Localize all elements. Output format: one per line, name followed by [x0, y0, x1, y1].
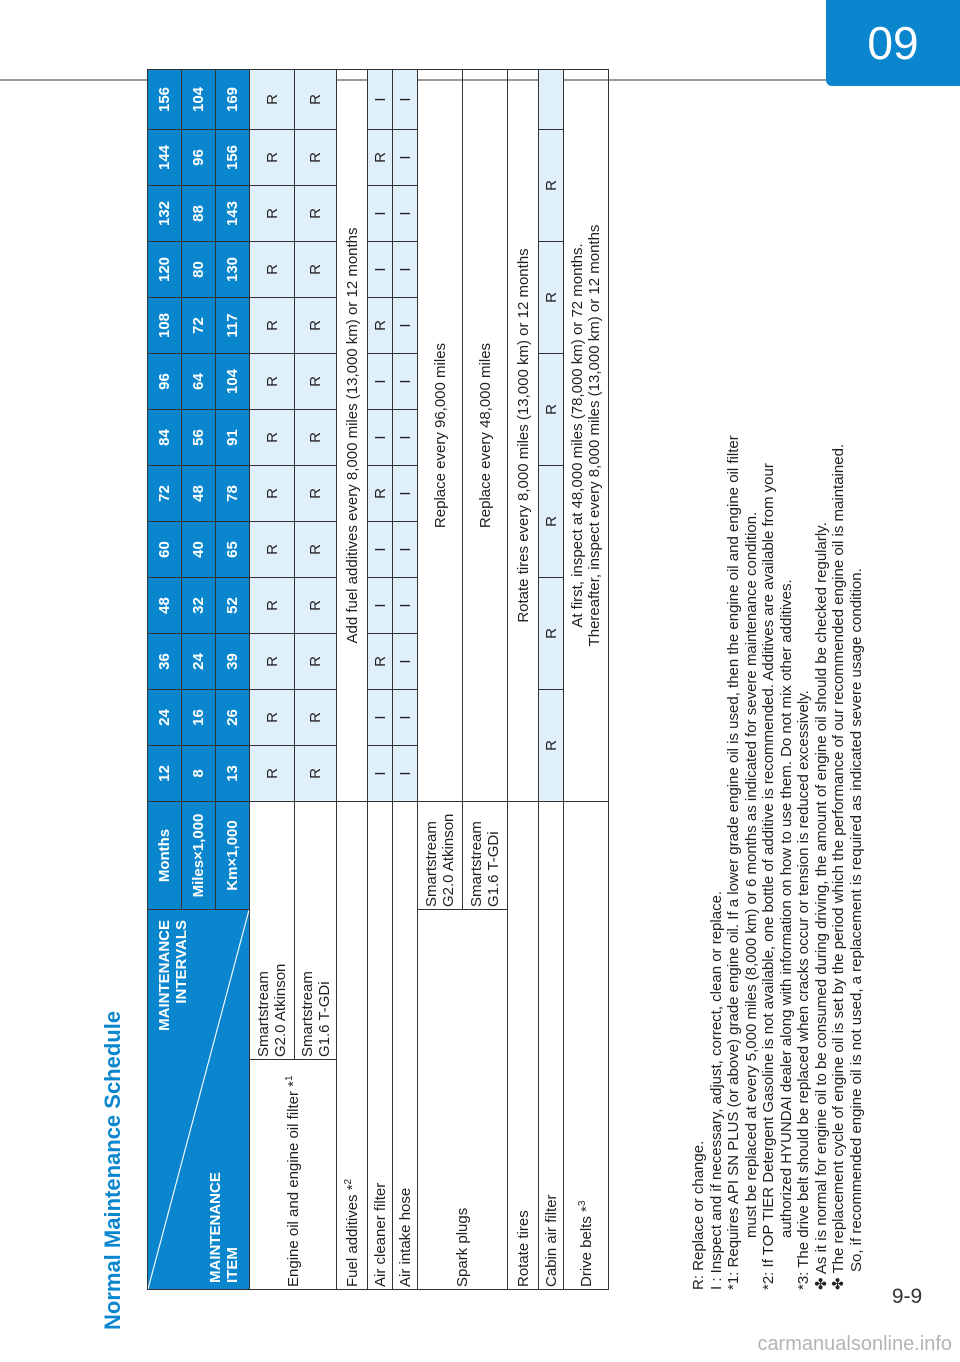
header-interval-cell: 12 — [148, 746, 182, 802]
interval-cell: R — [295, 466, 337, 522]
cabin-filter-cell-empty — [539, 70, 564, 130]
interval-cell: I — [368, 354, 393, 410]
watermark: carmanualsonline.info — [757, 1333, 952, 1355]
interval-cell: R — [295, 354, 337, 410]
interval-cell: R — [250, 522, 295, 578]
interval-cell: I — [368, 410, 393, 466]
maintenance-schedule-table — [147, 69, 609, 1290]
interval-cell: R — [250, 354, 295, 410]
header-interval-cell: 88 — [182, 186, 216, 242]
item-cabin-filter: Cabin air filter — [539, 802, 564, 1290]
header-label: Miles×1,000 — [182, 802, 216, 910]
header-interval-cell: 96 — [182, 130, 216, 186]
interval-cell: I — [368, 522, 393, 578]
header-interval-cell: 72 — [148, 466, 182, 522]
interval-cell: I — [368, 70, 393, 130]
row-air-cleaner — [368, 70, 393, 1290]
header-interval-cell: 40 — [182, 522, 216, 578]
spark-plugs-g20-instruction: Replace every 96,000 miles — [418, 70, 463, 802]
interval-cell: R — [295, 242, 337, 298]
header-interval-cell: 39 — [216, 634, 250, 690]
corner-intervals-label: MAINTENANCE INTERVALS — [156, 920, 190, 1031]
header-row-months — [148, 70, 182, 1290]
row-engine-oil-g20 — [250, 70, 295, 1290]
interval-cell: R — [295, 410, 337, 466]
interval-cell: R — [295, 298, 337, 354]
page-number: 9-9 — [891, 1285, 923, 1308]
header-interval-cell: 104 — [182, 70, 216, 130]
interval-cell: I — [393, 242, 418, 298]
interval-cell: R — [250, 634, 295, 690]
item-spark-plugs: Spark plugs — [418, 910, 508, 1290]
header-interval-cell: 130 — [216, 242, 250, 298]
interval-cell: I — [393, 130, 418, 186]
note-r: R: Replace or change. — [690, 1140, 707, 1290]
section-title: Normal Maintenance Schedule — [100, 1010, 125, 1330]
chapter-number: 09 — [867, 17, 919, 69]
interval-cell: R — [250, 690, 295, 746]
footnotes — [690, 70, 865, 1290]
row-fuel-additives — [337, 70, 368, 1290]
interval-cell: I — [393, 354, 418, 410]
header-interval-cell: 84 — [148, 410, 182, 466]
interval-cell: I — [368, 746, 393, 802]
footnote-3: *3: The drive belt should be replaced when cracks occur or tension is reduced excessively. — [795, 690, 812, 1290]
interval-cell: R — [250, 746, 295, 802]
item-rotate-tires: Rotate tires — [508, 802, 539, 1290]
interval-cell: I — [393, 690, 418, 746]
header-interval-cell: 156 — [148, 70, 182, 130]
rotated-content — [100, 60, 865, 1330]
interval-cell: R — [295, 130, 337, 186]
interval-cell: I — [393, 298, 418, 354]
interval-cell: I — [368, 186, 393, 242]
note-i: I : Inspect and if necessary, adjust, correct, clean or replace. — [707, 890, 725, 1290]
header-interval-cell: 8 — [182, 746, 216, 802]
header-interval-cell: 80 — [182, 242, 216, 298]
interval-cell: R — [295, 746, 337, 802]
row-spark-plugs-g20 — [418, 70, 463, 1290]
header-interval-cell: 26 — [216, 690, 250, 746]
header-interval-cell: 143 — [216, 186, 250, 242]
header-interval-cell: 108 — [148, 298, 182, 354]
header-interval-cell: 56 — [182, 410, 216, 466]
corner-header — [148, 910, 250, 1290]
bullet-note-1: ✤ As it is normal for engine oil to be consumed during driving, the amount of engine oil should be checked regularly. — [812, 522, 830, 1290]
drive-belts-instruction: At first, inspect at 48,000 miles (78,000 km) or 72 months. Thereafter, inspect every 8,000 miles (13,000 km) or 12 months — [564, 70, 609, 802]
header-interval-cell: 91 — [216, 410, 250, 466]
header-interval-cell: 60 — [148, 522, 182, 578]
item-engine-oil: Engine oil and engine oil filter *$^1$ — [250, 1060, 337, 1290]
interval-cell: I — [368, 578, 393, 634]
interval-cell: I — [393, 466, 418, 522]
interval-cell: I — [393, 70, 418, 130]
bullet-note-2: ✤ The replacement cycle of engine oil is set by the period which the performance of our recommended engine oil is maintained. — [830, 443, 847, 1290]
header-interval-cell: 96 — [148, 354, 182, 410]
header-interval-cell: 24 — [148, 690, 182, 746]
item-air-intake: Air intake hose — [393, 802, 418, 1290]
interval-cell: R — [250, 130, 295, 186]
interval-cell: I — [393, 634, 418, 690]
header-interval-cell: 120 — [148, 242, 182, 298]
sub-spark-g20: Smartstream G2.0 Atkinson — [418, 802, 463, 910]
item-drive-belts: Drive belts *$^3$ — [564, 802, 609, 1290]
header-interval-cell: 48 — [148, 578, 182, 634]
footnote-2: *2: If TOP TIER Detergent Gasoline is not available, one bottle of additive is recommended. Additives are available from your — [760, 463, 777, 1290]
header-interval-cell: 72 — [182, 298, 216, 354]
cabin-filter-cell: R — [539, 130, 564, 242]
interval-cell: I — [368, 242, 393, 298]
row-air-intake — [393, 70, 418, 1290]
item-fuel-additives: Fuel additives *$^2$ — [337, 802, 368, 1290]
header-label: Months — [148, 802, 182, 910]
interval-cell: R — [368, 130, 393, 186]
header-interval-cell: 32 — [182, 578, 216, 634]
header-interval-cell: 169 — [216, 70, 250, 130]
interval-cell: R — [295, 634, 337, 690]
header-interval-cell: 24 — [182, 634, 216, 690]
bullet-note-2-cont: So, if recommended engine oil is not used, a replacement is required as indicated severe usage condition. — [847, 568, 865, 1272]
cabin-filter-cell: R — [539, 578, 564, 690]
header-interval-cell: 48 — [182, 466, 216, 522]
row-drive-belts — [564, 70, 609, 1290]
cabin-filter-cell: R — [539, 354, 564, 466]
header-interval-cell: 13 — [216, 746, 250, 802]
spark-plugs-g16-instruction: Replace every 48,000 miles — [463, 70, 508, 802]
interval-cell: R — [250, 186, 295, 242]
footnote-2-cont: authorized HYUNDAI dealer along with information on how to use them. Do not mix other additives. — [777, 579, 795, 1238]
interval-cell: R — [295, 690, 337, 746]
interval-cell: R — [368, 298, 393, 354]
rotate-tires-instruction: Rotate tires every 8,000 miles (13,000 km) or 12 months — [508, 70, 539, 802]
interval-cell: R — [295, 186, 337, 242]
interval-cell: R — [368, 634, 393, 690]
cabin-filter-cell: R — [539, 690, 564, 802]
interval-cell: I — [368, 690, 393, 746]
header-interval-cell: 144 — [148, 130, 182, 186]
interval-cell: I — [393, 410, 418, 466]
interval-cell: R — [250, 70, 295, 130]
cabin-filter-cell: R — [539, 466, 564, 578]
header-label: Km×1,000 — [216, 802, 250, 910]
interval-cell: R — [368, 466, 393, 522]
header-interval-cell: 117 — [216, 298, 250, 354]
interval-cell: R — [250, 466, 295, 522]
header-interval-cell: 78 — [216, 466, 250, 522]
header-interval-cell: 64 — [182, 354, 216, 410]
item-air-cleaner: Air cleaner filter — [368, 802, 393, 1290]
interval-cell: R — [295, 522, 337, 578]
interval-cell: R — [250, 578, 295, 634]
interval-cell: R — [250, 298, 295, 354]
header-interval-cell: 36 — [148, 634, 182, 690]
header-interval-cell: 132 — [148, 186, 182, 242]
header-interval-cell: 104 — [216, 354, 250, 410]
header-interval-cell: 16 — [182, 690, 216, 746]
interval-cell: I — [393, 522, 418, 578]
sub-engine-g16: Smartstream G1.6 T-GDi — [295, 802, 337, 1060]
corner-item-label: MAINTENANCE ITEM — [207, 1172, 241, 1283]
footnote-1: *1: Requires API SN PLUS (or above) grade engine oil. If a lower grade engine oil is used, then the engine oil and engine oil filter — [725, 435, 742, 1290]
fuel-additives-instruction: Add fuel additives every 8,000 miles (13,000 km) or 12 months — [337, 70, 368, 802]
header-interval-cell: 65 — [216, 522, 250, 578]
footnote-1-cont: must be replaced at every 5,000 miles (8,000 km) or 6 months as indicated for severe maintenance condition. — [742, 511, 760, 1238]
row-rotate-tires — [508, 70, 539, 1290]
interval-cell: I — [393, 578, 418, 634]
interval-cell: R — [295, 70, 337, 130]
interval-cell: I — [393, 746, 418, 802]
interval-cell: R — [250, 242, 295, 298]
cabin-filter-cell: R — [539, 242, 564, 354]
sub-engine-g20: Smartstream G2.0 Atkinson — [250, 802, 295, 1060]
interval-cell: R — [295, 578, 337, 634]
row-cabin-filter — [539, 70, 564, 1290]
header-interval-cell: 52 — [216, 578, 250, 634]
sub-spark-g16: Smartstream G1.6 T-GDi — [463, 802, 508, 910]
header-interval-cell: 156 — [216, 130, 250, 186]
interval-cell: R — [250, 410, 295, 466]
interval-cell: I — [393, 186, 418, 242]
